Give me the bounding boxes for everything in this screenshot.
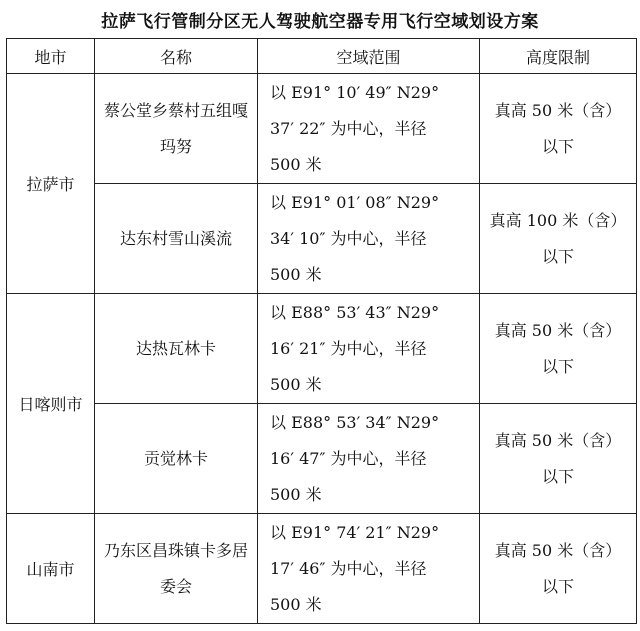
range-cell bbox=[258, 404, 480, 514]
range-line: 以 E91° 74′ 21″ N29° bbox=[270, 522, 440, 542]
header-range: 空域范围 bbox=[258, 39, 480, 74]
height-cell bbox=[480, 74, 637, 184]
table-header-row bbox=[7, 39, 637, 74]
name-cell: 贡觉林卡 bbox=[95, 404, 258, 514]
range-cell bbox=[258, 74, 480, 184]
range-line: 17′ 46″ 为中心，半径 bbox=[270, 558, 427, 578]
city-cell: 日喀则市 bbox=[7, 294, 95, 514]
range-line: 以 E88° 53′ 43″ N29° bbox=[270, 302, 440, 322]
height-line: 真高 50 米（含） bbox=[494, 320, 622, 340]
range-line: 以 E88° 53′ 34″ N29° bbox=[270, 412, 440, 432]
range-line: 500 米 bbox=[270, 594, 322, 614]
height-line: 以下 bbox=[541, 356, 574, 376]
range-line: 37′ 22″ 为中心，半径 bbox=[270, 118, 427, 138]
airspace-table bbox=[6, 38, 637, 624]
height-line: 以下 bbox=[541, 246, 574, 266]
table-row bbox=[7, 74, 637, 184]
range-line: 16′ 21″ 为中心，半径 bbox=[270, 338, 427, 358]
header-city: 地市 bbox=[7, 39, 95, 74]
height-cell bbox=[480, 404, 637, 514]
height-line: 真高 50 米（含） bbox=[494, 430, 622, 450]
name-cell: 达东村雪山溪流 bbox=[95, 184, 258, 294]
range-line: 500 米 bbox=[270, 264, 322, 284]
document-title: 拉萨飞行管制分区无人驾驶航空器专用飞行空域划设方案 bbox=[101, 11, 539, 32]
table-row bbox=[7, 184, 637, 294]
height-cell bbox=[480, 294, 637, 404]
range-cell bbox=[258, 294, 480, 404]
range-cell bbox=[258, 184, 480, 294]
header-name: 名称 bbox=[95, 39, 258, 74]
city-cell: 拉萨市 bbox=[7, 74, 95, 294]
range-line: 34′ 10″ 为中心，半径 bbox=[270, 228, 427, 248]
range-line: 500 米 bbox=[270, 484, 322, 504]
height-line: 真高 100 米（含） bbox=[489, 210, 627, 230]
height-line: 真高 50 米（含） bbox=[494, 540, 622, 560]
table-row bbox=[7, 294, 637, 404]
city-cell: 山南市 bbox=[7, 514, 95, 624]
name-cell: 蔡公堂乡蔡村五组嘎玛努 bbox=[95, 74, 258, 184]
height-cell bbox=[480, 184, 637, 294]
height-line: 以下 bbox=[541, 136, 574, 156]
range-line: 16′ 47″ 为中心，半径 bbox=[270, 448, 427, 468]
height-cell bbox=[480, 514, 637, 624]
range-cell bbox=[258, 514, 480, 624]
name-cell: 达热瓦林卡 bbox=[95, 294, 258, 404]
height-line: 以下 bbox=[541, 576, 574, 596]
header-height: 高度限制 bbox=[480, 39, 637, 74]
table-row bbox=[7, 404, 637, 514]
name-cell: 乃东区昌珠镇卡多居委会 bbox=[95, 514, 258, 624]
range-line: 以 E91° 01′ 08″ N29° bbox=[270, 192, 440, 212]
table-row bbox=[7, 514, 637, 624]
range-line: 以 E91° 10′ 49″ N29° bbox=[270, 82, 440, 102]
height-line: 以下 bbox=[541, 466, 574, 486]
range-line: 500 米 bbox=[270, 154, 322, 174]
height-line: 真高 50 米（含） bbox=[494, 100, 622, 120]
range-line: 500 米 bbox=[270, 374, 322, 394]
